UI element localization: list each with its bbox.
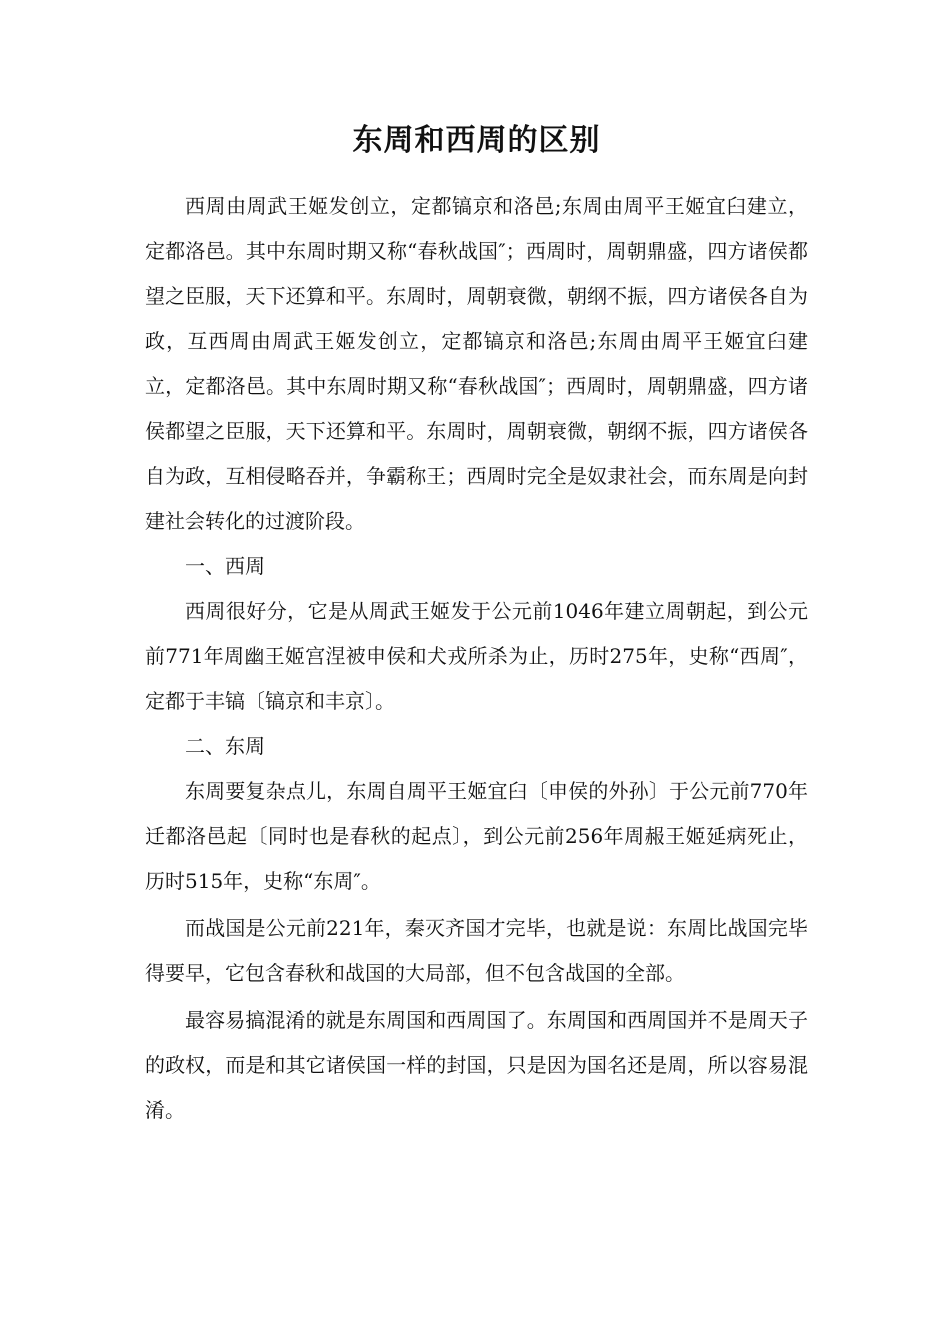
document-title: 东周和西周的区别: [352, 123, 601, 158]
paragraph-intro: 西周由周武王姬发创立，定都镐京和洛邑;东周由周平王姬宜臼建立，定都洛邑。其中东周时期又称“春秋战国″；西周时，周朝鼎盛，四方诸侯都望之臣服，天下还算和平。东周时，周朝衰微，朝纲不振，四方诸侯各自为政，互西周由周武王姬发创立，定都镐京和洛邑;东周由周平王姬宜臼建立，定都洛邑。其中东周时期又称“春秋战国″；西周时，周朝鼎盛，四方诸侯都望之臣服，天下还算和平。东周时，周朝衰微，朝纲不振，四方诸侯各自为政，互相侵略吞并，争霸称王；西周时完全是奴隶社会，而东周是向封建社会转化的过渡阶段。: [145, 194, 808, 533]
paragraph-warring-states: 而战国是公元前221年，秦灭齐国才完毕，也就是说：东周比战国完毕得要早，它包含春秋和战国的大局部，但不包含战国的全部。: [145, 916, 808, 985]
paragraph-west-zhou: 西周很好分，它是从周武王姬发于公元前1046年建立周朝起，到公元前771年周幽王姬宫涅被申侯和犬戎所杀为止，历时275年，史称“西周″，定都于丰镐〔镐京和丰京〕。: [145, 599, 808, 713]
section-heading-west-zhou: 一、西周: [185, 554, 265, 578]
paragraph-east-zhou: 东周要复杂点儿，东周自周平王姬宜臼〔申侯的外孙〕于公元前770年迁都洛邑起〔同时也是春秋的起点〕，到公元前256年周赧王姬延病死止，历时515年，史称“东周″。: [145, 779, 808, 893]
section-heading-east-zhou: 二、东周: [185, 734, 265, 758]
paragraph-confusion: 最容易搞混淆的就是东周国和西周国了。东周国和西周国并不是周天子的政权，而是和其它诸侯国一样的封国，只是因为国名还是周，所以容易混淆。: [145, 1008, 808, 1122]
